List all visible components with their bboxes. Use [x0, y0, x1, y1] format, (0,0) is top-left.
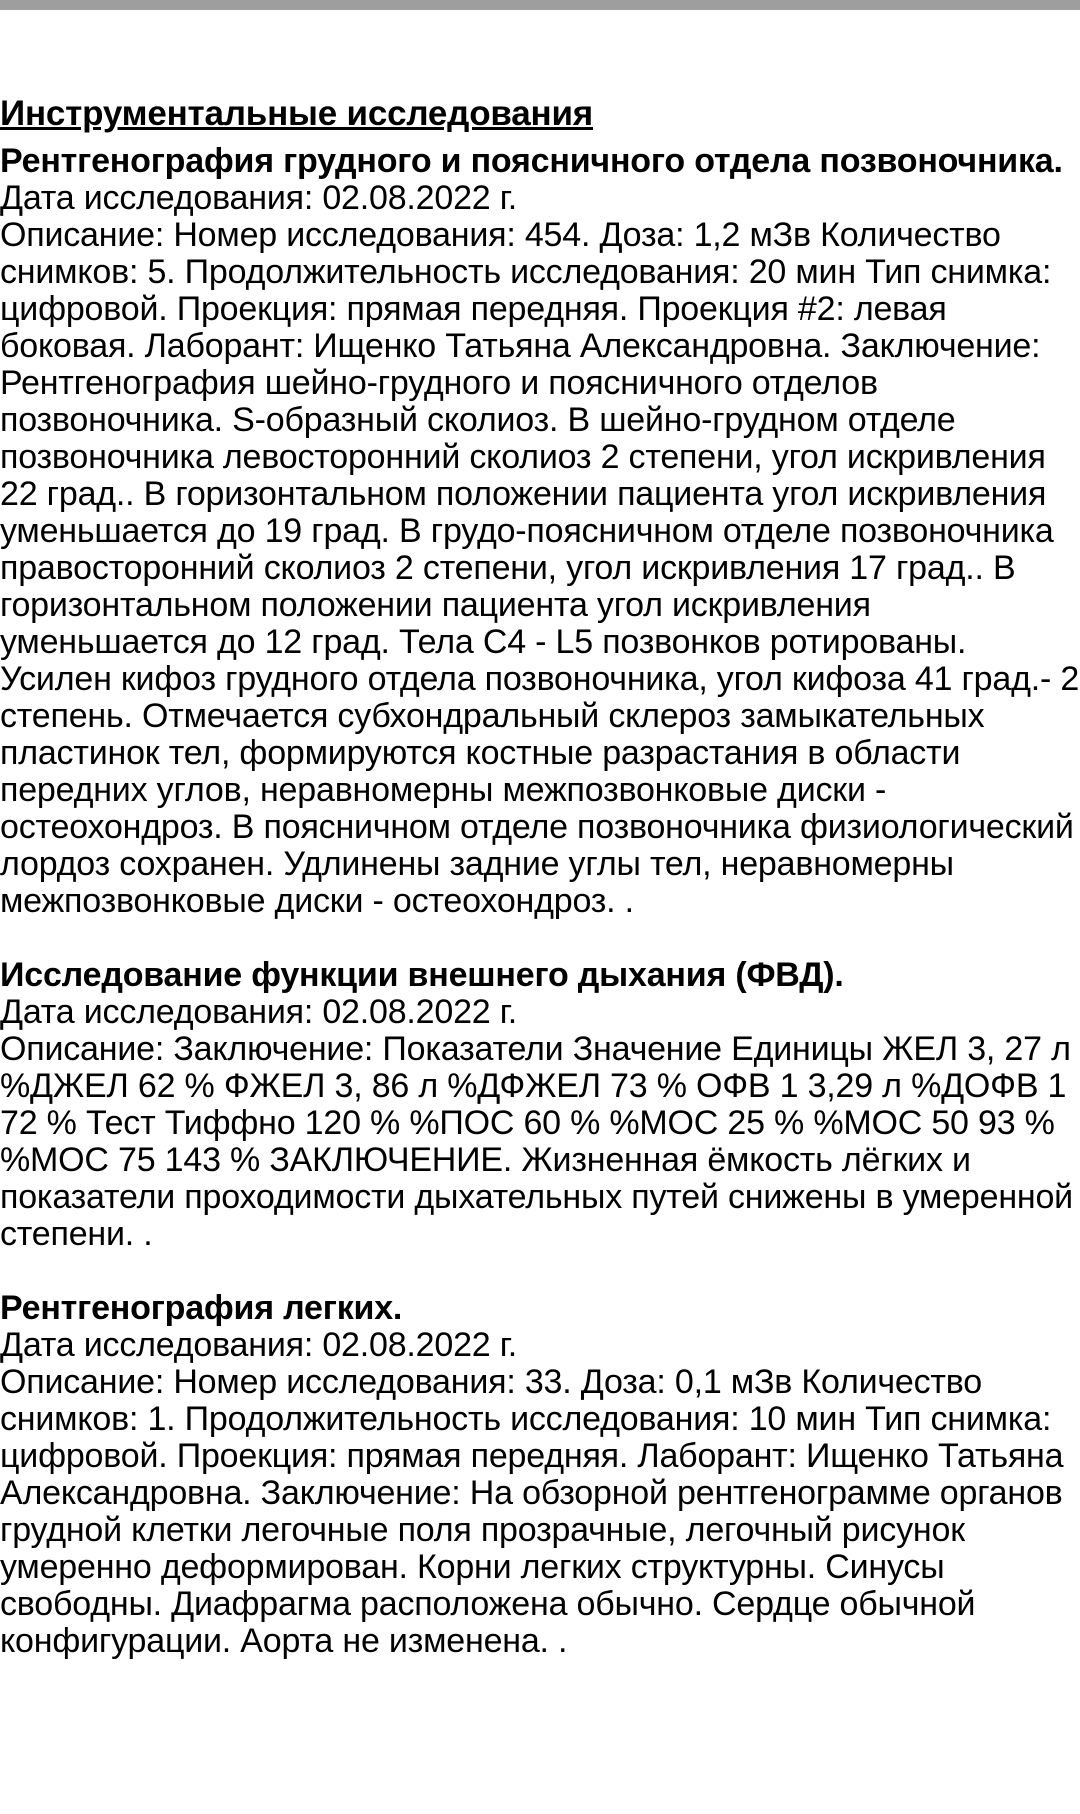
- study-date: Дата исследования: 02.08.2022 г.: [0, 993, 518, 1031]
- study-title: Рентгенография грудного и поясничного отдела позвоночника.: [0, 142, 1063, 180]
- study-spine-xray: [0, 143, 1080, 920]
- study-respiratory-function: [0, 957, 1080, 1253]
- section-title: Инструментальные исследования: [0, 94, 593, 133]
- study-description: Описание: Номер исследования: 33. Доза: 0,1 мЗв Количество снимков: 1. Продолжительность исследования: 10 мин Тип снимка: цифровой. Проекция: прямая передняя. Лаборант: Ищенко Татьяна Александровна. Заключение: На обзорной рентгенограмме органов грудной клетки легочные поля прозрачные, легочный рисунок умеренно деформирован. Корни легких структурны. Синусы свободны. Диафрагма расположена обычно. Сердце обычной конфигурации. Аорта не изменена. .: [0, 1363, 1064, 1660]
- study-description: Описание: Номер исследования: 454. Доза: 1,2 мЗв Количество снимков: 5. Продолжительность исследования: 20 мин Тип снимка: цифровой. Проекция: прямая передняя. Проекция #2: левая боковая. Лаборант: Ищенко Татьяна Александровна. Заключение: Рентгенография шейно-грудного и поясничного отделов позвоночника. S-образный сколиоз. В шейно-грудном отделе позвоночника левосторонний сколиоз 2 степени, угол искривления 22 град.. В горизонтальном положении пациента угол искривления уменьшается до 19 град. В грудо-поясничном отделе позвоночника правосторонний сколиоз 2 степени, угол искривления 17 град.. В горизонтальном положении пациента угол искривления уменьшается до 12 град. Тела С4 - L5 позвонков ротированы. Усилен кифоз грудного отдела позвоночника, угол кифоза 41 град.- 2 степень. Отмечается субхондральный склероз замыкательных пластинок тел, формируются костные разрастания в области передних углов, неравномерны межпозвонковые диски - остеохондроз. В поясничном отделе позвоночника физиологический лордоз сохранен. Удлинены задние углы тел, неравномерны межпозвонковые диски - остеохондроз. .: [0, 216, 1080, 920]
- study-title: Рентгенография легких.: [0, 1289, 403, 1327]
- study-lung-xray: [0, 1290, 1080, 1660]
- study-description: Описание: Заключение: Показатели Значение Единицы ЖЕЛ 3, 27 л %ДЖЕЛ 62 % ФЖЕЛ 3, 86 л %ДФЖЕЛ 73 % ОФВ 1 3,29 л %ДОФВ 1 72 % Тест Тиффно 120 % %ПОС 60 % %МОС 25 % %МОС 50 93 % %МОС 75 143 % ЗАКЛЮЧЕНИЕ. Жизненная ёмкость лёгких и показатели проходимости дыхательных путей снижены в умеренной степени. .: [0, 1030, 1073, 1253]
- study-date: Дата исследования: 02.08.2022 г.: [0, 179, 518, 217]
- top-status-bar: [0, 0, 1080, 10]
- instrumental-studies-document: [0, 86, 1080, 1660]
- study-title: Исследование функции внешнего дыхания (ФВД).: [0, 956, 844, 994]
- study-date: Дата исследования: 02.08.2022 г.: [0, 1326, 518, 1364]
